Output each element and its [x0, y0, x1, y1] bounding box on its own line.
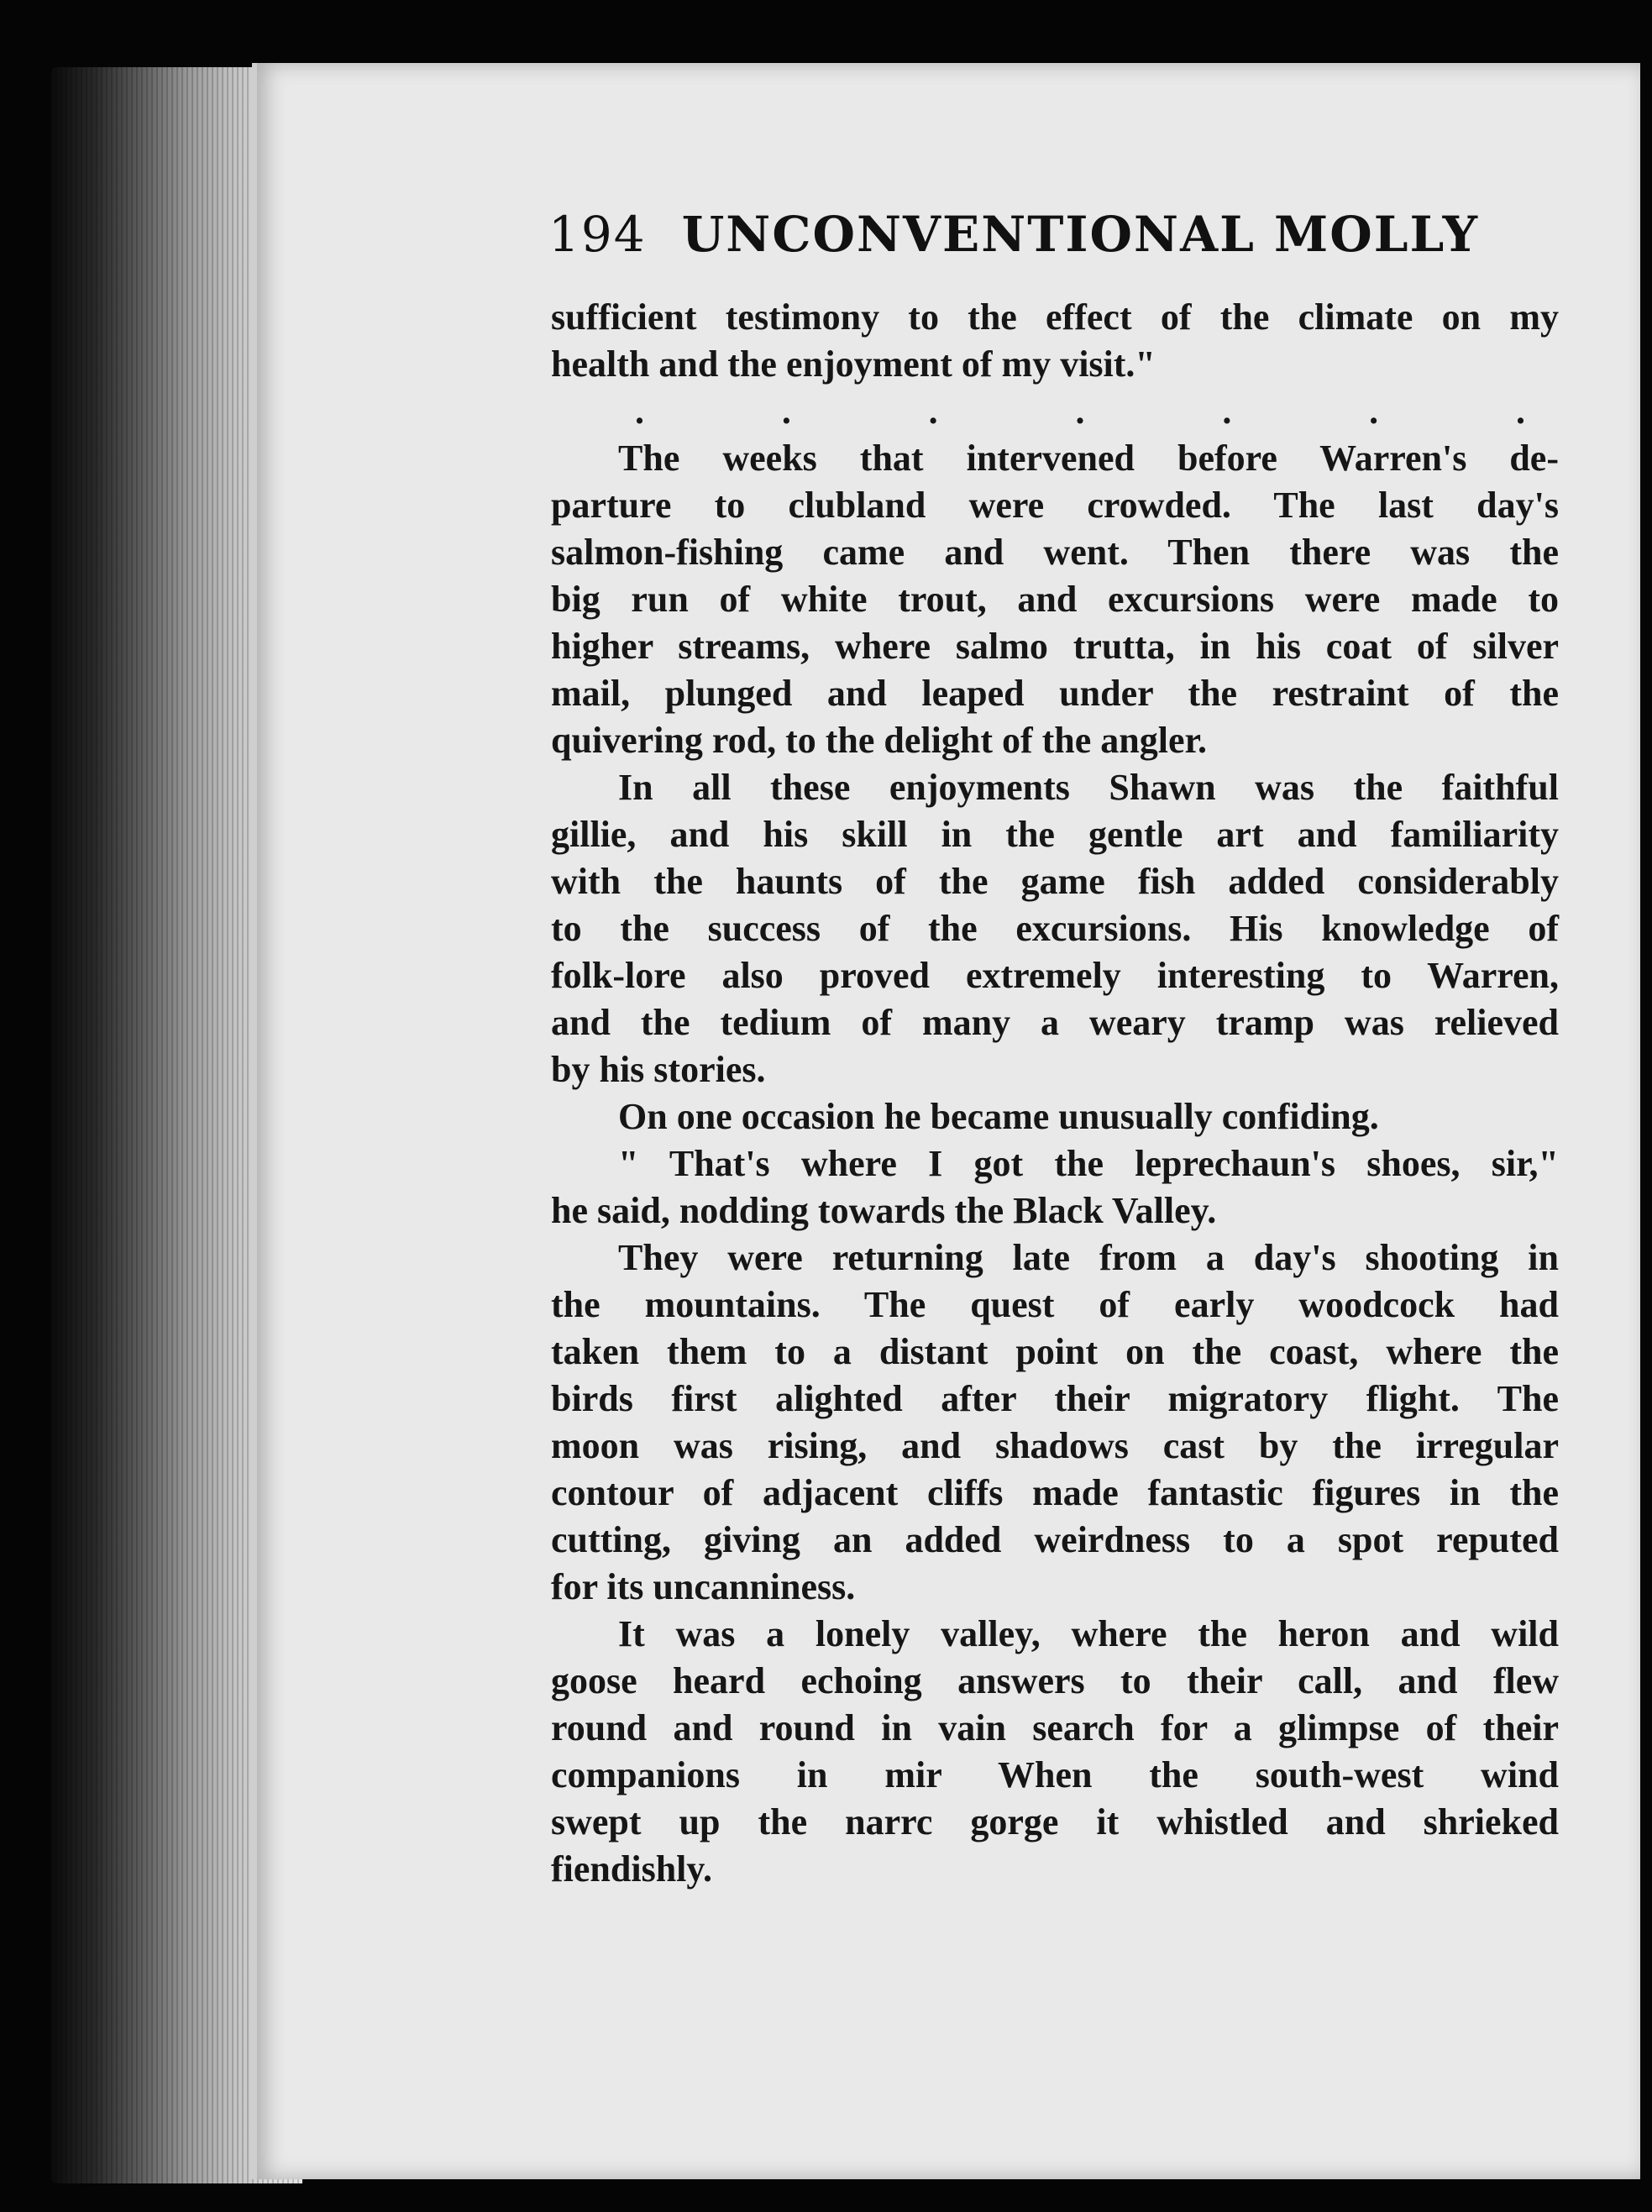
text-line: he said, nodding towards the Black Valley.	[551, 1190, 1217, 1231]
text-line: It was a lonely valley, where the heron and wild	[618, 1613, 1559, 1654]
text-line: big run of white trout, and excursions were made to	[551, 579, 1559, 620]
text-line: sufficient testimony to the effect of the climate on my	[551, 296, 1559, 338]
running-title: UNCONVENTIONAL MOLLY	[681, 206, 1480, 263]
text-line: the mountains. The quest of early woodcock had	[551, 1284, 1559, 1325]
text-line: They were returning late from a day's shooting in	[618, 1237, 1559, 1278]
text-line: taken them to a distant point on the coast, where the	[551, 1331, 1559, 1372]
text-line: " That's where I got the leprechaun's shoes, sir,"	[618, 1143, 1559, 1184]
text-line: round and round in vain search for a glimpse of their	[551, 1707, 1559, 1748]
body-text	[551, 294, 1559, 1893]
section-break-dots: . . . . . . .	[635, 391, 1525, 432]
text-line: and the tedium of many a weary tramp was relieved	[551, 1002, 1559, 1043]
text-line: birds first alighted after their migratory flight. The	[551, 1378, 1559, 1419]
text-line: with the haunts of the game fish added considerably	[551, 861, 1559, 902]
text-line: mail, plunged and leaped under the restraint of the	[551, 673, 1559, 714]
page-header	[548, 206, 1556, 263]
text-line: The weeks that intervened before Warren's de-	[618, 438, 1559, 479]
text-line: parture to clubland were crowded. The last day's	[551, 485, 1559, 526]
text-line: moon was rising, and shadows cast by the irregular	[551, 1425, 1559, 1466]
text-line: to the success of the excursions. His knowledge of	[551, 908, 1559, 949]
text-line: companions in mir When the south-west wind	[551, 1754, 1559, 1795]
text-line: cutting, giving an added weirdness to a spot reputed	[551, 1519, 1559, 1560]
text-line: health and the enjoyment of my visit."	[551, 343, 1156, 385]
text-line: gillie, and his skill in the gentle art and familiarity	[551, 814, 1559, 855]
text-line: contour of adjacent cliffs made fantastic figures in the	[551, 1472, 1559, 1513]
text-line: swept up the narrc gorge it whistled and shrieked	[551, 1801, 1559, 1842]
text-line: higher streams, where salmo trutta, in his coat of silver	[551, 626, 1559, 667]
page-number: 194	[548, 206, 647, 263]
text-line: salmon-fishing came and went. Then there was the	[551, 532, 1559, 573]
text-line: fiendishly.	[551, 1848, 712, 1890]
text-line: In all these enjoyments Shawn was the faithful	[618, 767, 1559, 808]
text-line: folk-lore also proved extremely interesting to Warren,	[551, 955, 1559, 996]
text-line: for its uncanniness.	[551, 1566, 856, 1607]
text-line: goose heard echoing answers to their call, and flew	[551, 1660, 1559, 1701]
text-line: On one occasion he became unusually confiding.	[618, 1096, 1379, 1137]
text-line: quivering rod, to the delight of the angler.	[551, 720, 1208, 761]
text-line: by his stories.	[551, 1049, 766, 1090]
